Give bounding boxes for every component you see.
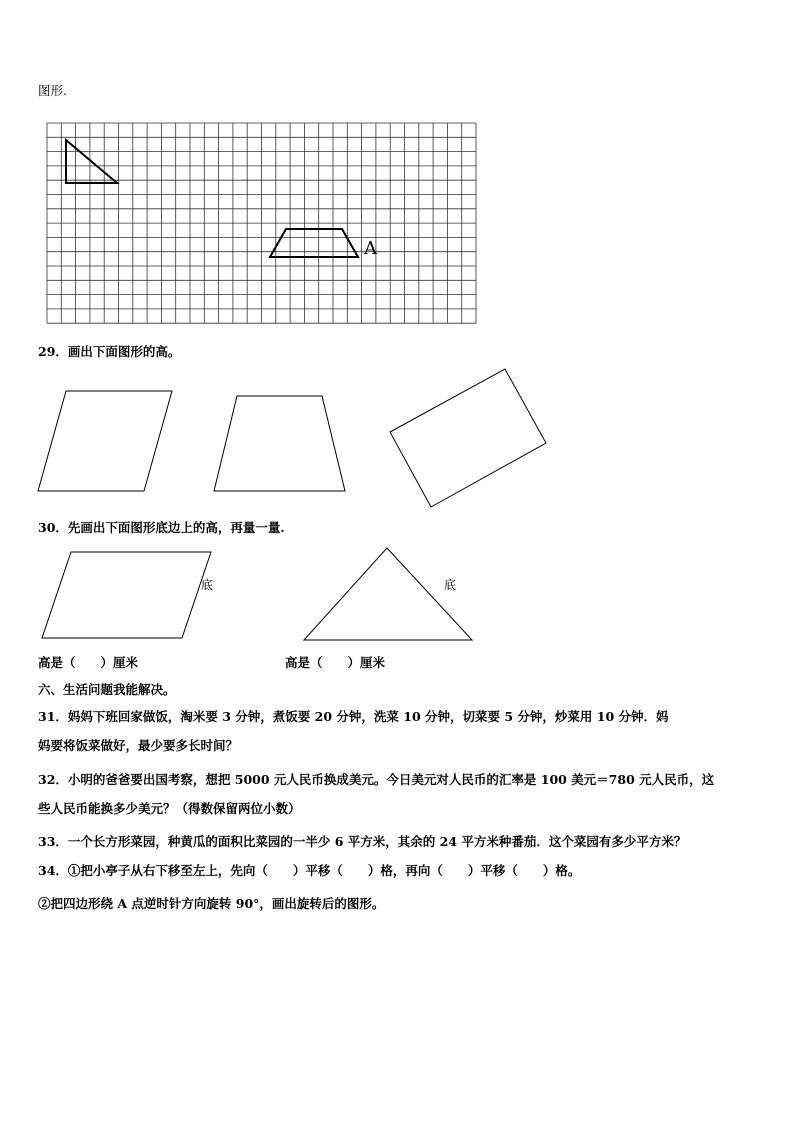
section-6-heading: 六、生活问题我能解决。 <box>38 682 176 697</box>
question-29: 29．画出下面图形的高。 <box>38 344 181 359</box>
question-31-line-1: 31．妈妈下班回家做饭，淘米要 3 分钟，煮饭要 20 分钟，洗菜 10 分钟，切菜要 5 分钟，炒菜用 10 分钟．妈 <box>38 709 669 724</box>
question-34-line-1: 34．①把小亭子从右下移至左上，先向（ ）平移（ ）格，再向（ ）平移（ ）格。 <box>38 863 581 878</box>
parallelogram-figure <box>38 391 172 491</box>
tilted-rectangle-figure <box>390 369 546 507</box>
question-31-line-2: 妈要将饭菜做好，最少要多长时间？ <box>38 738 239 753</box>
question-32-line-2: 些人民币能换多少美元？（得数保留两位小数） <box>38 801 301 816</box>
base-label-1: 底 <box>201 578 214 592</box>
question-32-line-1: 32．小明的爸爸要出国考察，想把 5000 元人民币换成美元。今日美元对人民币的汇率是 100 美元＝780 元人民币，这 <box>38 772 715 787</box>
trapezoid-figure <box>214 396 345 491</box>
base-label-2: 底 <box>444 578 457 592</box>
q30-answer-1: 高是（ ）厘米 <box>38 655 139 670</box>
question-34-line-2: ②把四边形绕 A 点逆时针方向旋转 90°，画出旋转后的图形。 <box>38 896 385 911</box>
q30-parallelogram <box>42 552 214 638</box>
square-grid <box>47 123 476 323</box>
question-30: 30．先画出下面图形底边上的高，再量一量. <box>38 520 285 535</box>
trapezoid-shape <box>270 229 358 257</box>
q30-triangle <box>304 548 472 640</box>
question-33: 33．一个长方形菜园，种黄瓜的面积比菜园的一半少 6 平方米，其余的 24 平方米种番茄．这个菜园有多少平方米？ <box>38 834 687 849</box>
q30-answer-2: 高是（ ）厘米 <box>285 655 386 670</box>
triangle-shape <box>66 140 117 183</box>
vertex-label-a: A <box>364 238 377 259</box>
top-text-fragment: 图形. <box>38 83 67 98</box>
